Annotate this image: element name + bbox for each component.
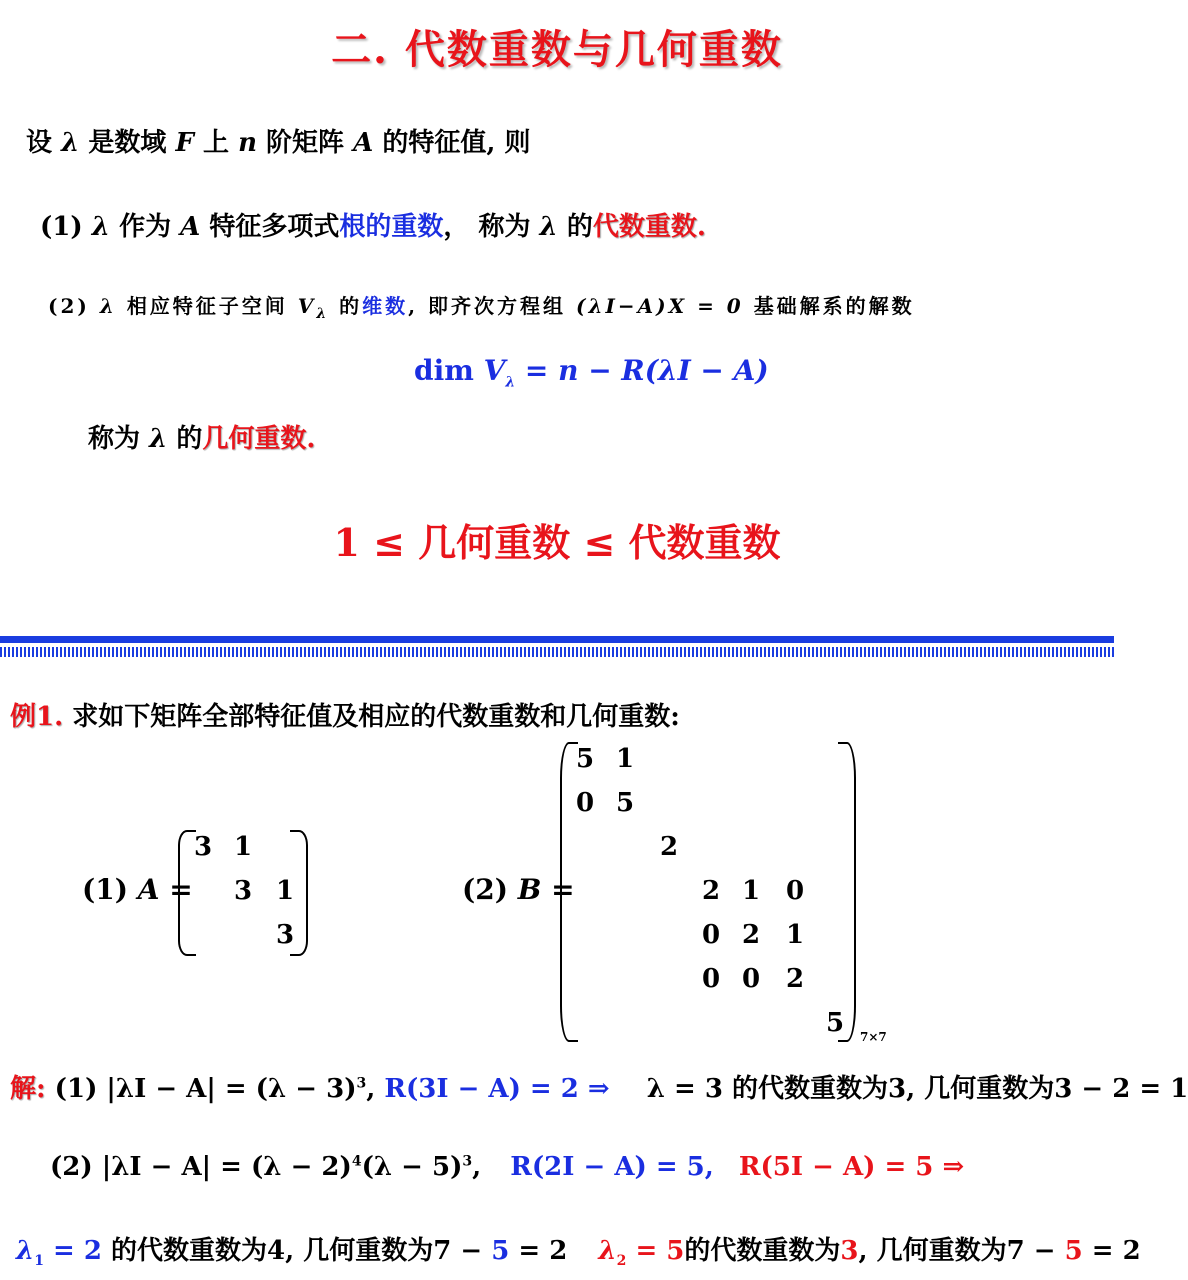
field-symbol: F bbox=[175, 128, 194, 158]
char-poly-2: (2) |λI − A| = (λ − 2) bbox=[50, 1152, 352, 1182]
matrix-cell: 0 bbox=[702, 920, 721, 950]
exponent: 3 bbox=[356, 1075, 367, 1092]
matrix-cell: 5 bbox=[826, 1008, 845, 1038]
matrix-cell: 2 bbox=[786, 964, 805, 994]
matrix-cell: 0 bbox=[742, 964, 761, 994]
lambda-2: λ bbox=[598, 1236, 617, 1266]
lambda-2-subscript: 2 bbox=[616, 1253, 627, 1270]
root-multiplicity-term: 根的重数 bbox=[339, 212, 444, 242]
matrix-cell: 1 bbox=[786, 920, 805, 950]
exponent: 4 bbox=[351, 1153, 362, 1170]
matrix-cell: 1 bbox=[234, 832, 253, 862]
intro-text-2: 是数域 bbox=[88, 128, 167, 158]
page-title: 二. 代数重数与几何重数 bbox=[331, 26, 783, 73]
multiplicity-inequality: 1 ≤ 几何重数 ≤ 代数重数 bbox=[333, 520, 781, 565]
item-2-text-3: , 即齐次方程组 bbox=[408, 294, 567, 318]
matrix-cell: 1 bbox=[276, 876, 295, 906]
solution-label: 解: bbox=[10, 1074, 46, 1104]
intro-text-1: 设 bbox=[26, 128, 53, 158]
result-2-value: = 2 bbox=[518, 1236, 568, 1266]
item-1-text-2: 特征多项式 bbox=[209, 212, 340, 242]
matrix-b-label bbox=[462, 873, 575, 906]
matrix-cell: 2 bbox=[702, 876, 721, 906]
formula-rhs: = n − R(λI − A) bbox=[524, 354, 769, 387]
lambda-symbol: λ bbox=[99, 294, 117, 318]
matrix-symbol: A bbox=[180, 212, 201, 242]
intro-text-5: 的特征值, 则 bbox=[382, 128, 531, 158]
matrix-cell: 3 bbox=[276, 920, 295, 950]
eigenspace-symbol: V bbox=[483, 354, 506, 387]
order-symbol: n bbox=[238, 128, 257, 158]
matrix-cell: 0 bbox=[576, 788, 595, 818]
separator-dashed bbox=[0, 647, 1114, 657]
exponent: 3 bbox=[462, 1153, 473, 1170]
matrix-cell: 0 bbox=[786, 876, 805, 906]
result-3-alg: 3 bbox=[840, 1236, 859, 1266]
rank-2: R(2I − A) = 5, bbox=[510, 1152, 714, 1182]
char-poly-2b: (λ − 5) bbox=[361, 1152, 463, 1182]
lambda-symbol: λ bbox=[91, 212, 110, 242]
homogeneous-system: (λI−A)X = 0 bbox=[576, 294, 744, 318]
separator-line bbox=[0, 636, 1114, 643]
intro-line bbox=[26, 122, 530, 159]
intro-text-4: 阶矩阵 bbox=[266, 128, 345, 158]
result-1: λ = 3 的代数重数为3, 几何重数为3 − 2 = 1 bbox=[646, 1074, 1188, 1104]
matrix-cell: 5 bbox=[576, 744, 595, 774]
eigenspace-symbol: V bbox=[297, 294, 317, 318]
solution-line-2: (2) $|\lambda I - A| = (\lambda - 2)^4(\lambda - 5)^3$, R(2I − A) = 5, R(5I − A) = 5 ⇒ bbox=[50, 1152, 965, 1182]
item-1-number: (1) bbox=[40, 212, 83, 242]
lambda-symbol: λ bbox=[539, 212, 558, 242]
matrix-cell: 1 bbox=[616, 744, 635, 774]
intro-text-3: 上 bbox=[202, 128, 229, 158]
dimension-formula bbox=[414, 354, 769, 391]
item-2-number: (2) bbox=[48, 294, 90, 318]
right-paren bbox=[838, 742, 856, 1042]
example-label: 例1. bbox=[10, 702, 64, 732]
matrix-cell: 0 bbox=[702, 964, 721, 994]
item-2-text-1: 相应特征子空间 bbox=[126, 294, 288, 318]
algebraic-multiplicity-term: 代数重数. bbox=[592, 212, 706, 242]
matrix-a-label bbox=[82, 873, 193, 906]
lambda-symbol: λ bbox=[61, 128, 80, 158]
lambda-1-subscript: 1 bbox=[34, 1253, 44, 1270]
result-2-text: 的代数重数为4, 几何重数为7 − bbox=[111, 1236, 483, 1266]
char-poly-1: (1) |λI − A| = (λ − 3) bbox=[54, 1074, 357, 1104]
matrix-b bbox=[560, 742, 856, 1042]
lambda-1-value: = 2 bbox=[53, 1236, 102, 1266]
matrix-b-number: (2) bbox=[462, 873, 508, 906]
result-3-rank: 5 bbox=[1064, 1236, 1083, 1266]
example-text: 求如下矩阵全部特征值及相应的代数重数和几何重数: bbox=[72, 702, 680, 732]
left-paren bbox=[560, 742, 578, 1042]
result-3-value: = 2 bbox=[1091, 1236, 1141, 1266]
item-2b-text-2: 的 bbox=[176, 424, 203, 454]
item-1-text-3: ， 称为 bbox=[443, 212, 531, 242]
solution-line-1: 解: (1) $|\lambda I - A| = (\lambda - 3)^3$, R(3I − A) = 2 ⇒ λ = 3 的代数重数为3, 几何重数为3 − 2 = 1 bbox=[10, 1074, 1188, 1104]
matrix-symbol: A bbox=[353, 128, 374, 158]
matrix-a bbox=[178, 830, 308, 956]
dim-operator: dim bbox=[414, 354, 474, 387]
lambda-2-value: = 5 bbox=[635, 1236, 685, 1266]
example-line bbox=[10, 696, 680, 733]
rank-5: R(5I − A) = 5 ⇒ bbox=[738, 1152, 965, 1182]
geometric-multiplicity-term: 几何重数. bbox=[202, 424, 316, 454]
matrix-cell: 5 bbox=[616, 788, 635, 818]
rank-1: R(3I − A) = 2 ⇒ bbox=[384, 1074, 610, 1104]
item-2-text-4: 基础解系的解数 bbox=[753, 294, 915, 318]
result-3-text-a: 的代数重数为 bbox=[684, 1236, 841, 1266]
solution-line-3 bbox=[16, 1230, 1141, 1269]
item-2-conclusion bbox=[88, 418, 315, 455]
lambda-1: λ bbox=[16, 1236, 35, 1266]
matrix-cell: 3 bbox=[234, 876, 253, 906]
item-2 bbox=[48, 290, 915, 322]
dimension-term: 维数 bbox=[362, 294, 409, 318]
result-3-text-b: , 几何重数为7 − bbox=[858, 1236, 1056, 1266]
item-2b-text-1: 称为 bbox=[88, 424, 141, 454]
lambda-symbol: λ bbox=[149, 424, 168, 454]
eigenspace-subscript: λ bbox=[316, 306, 330, 322]
eigenspace-subscript: λ bbox=[505, 374, 516, 391]
matrix-cell: 2 bbox=[660, 832, 679, 862]
matrix-a-name: A = bbox=[137, 873, 193, 906]
matrix-cell: 2 bbox=[742, 920, 761, 950]
matrix-a-number: (1) bbox=[82, 873, 128, 906]
item-1 bbox=[40, 206, 706, 243]
matrix-b-name: B = bbox=[517, 873, 575, 906]
matrix-cell: 1 bbox=[742, 876, 761, 906]
item-1-text-4: 的 bbox=[566, 212, 593, 242]
item-1-text-1: 作为 bbox=[119, 212, 172, 242]
result-2-rank: 5 bbox=[491, 1236, 510, 1266]
matrix-b-size: 7×7 bbox=[860, 1030, 887, 1044]
item-2-text-2: 的 bbox=[339, 294, 363, 318]
matrix-cell: 3 bbox=[194, 832, 213, 862]
